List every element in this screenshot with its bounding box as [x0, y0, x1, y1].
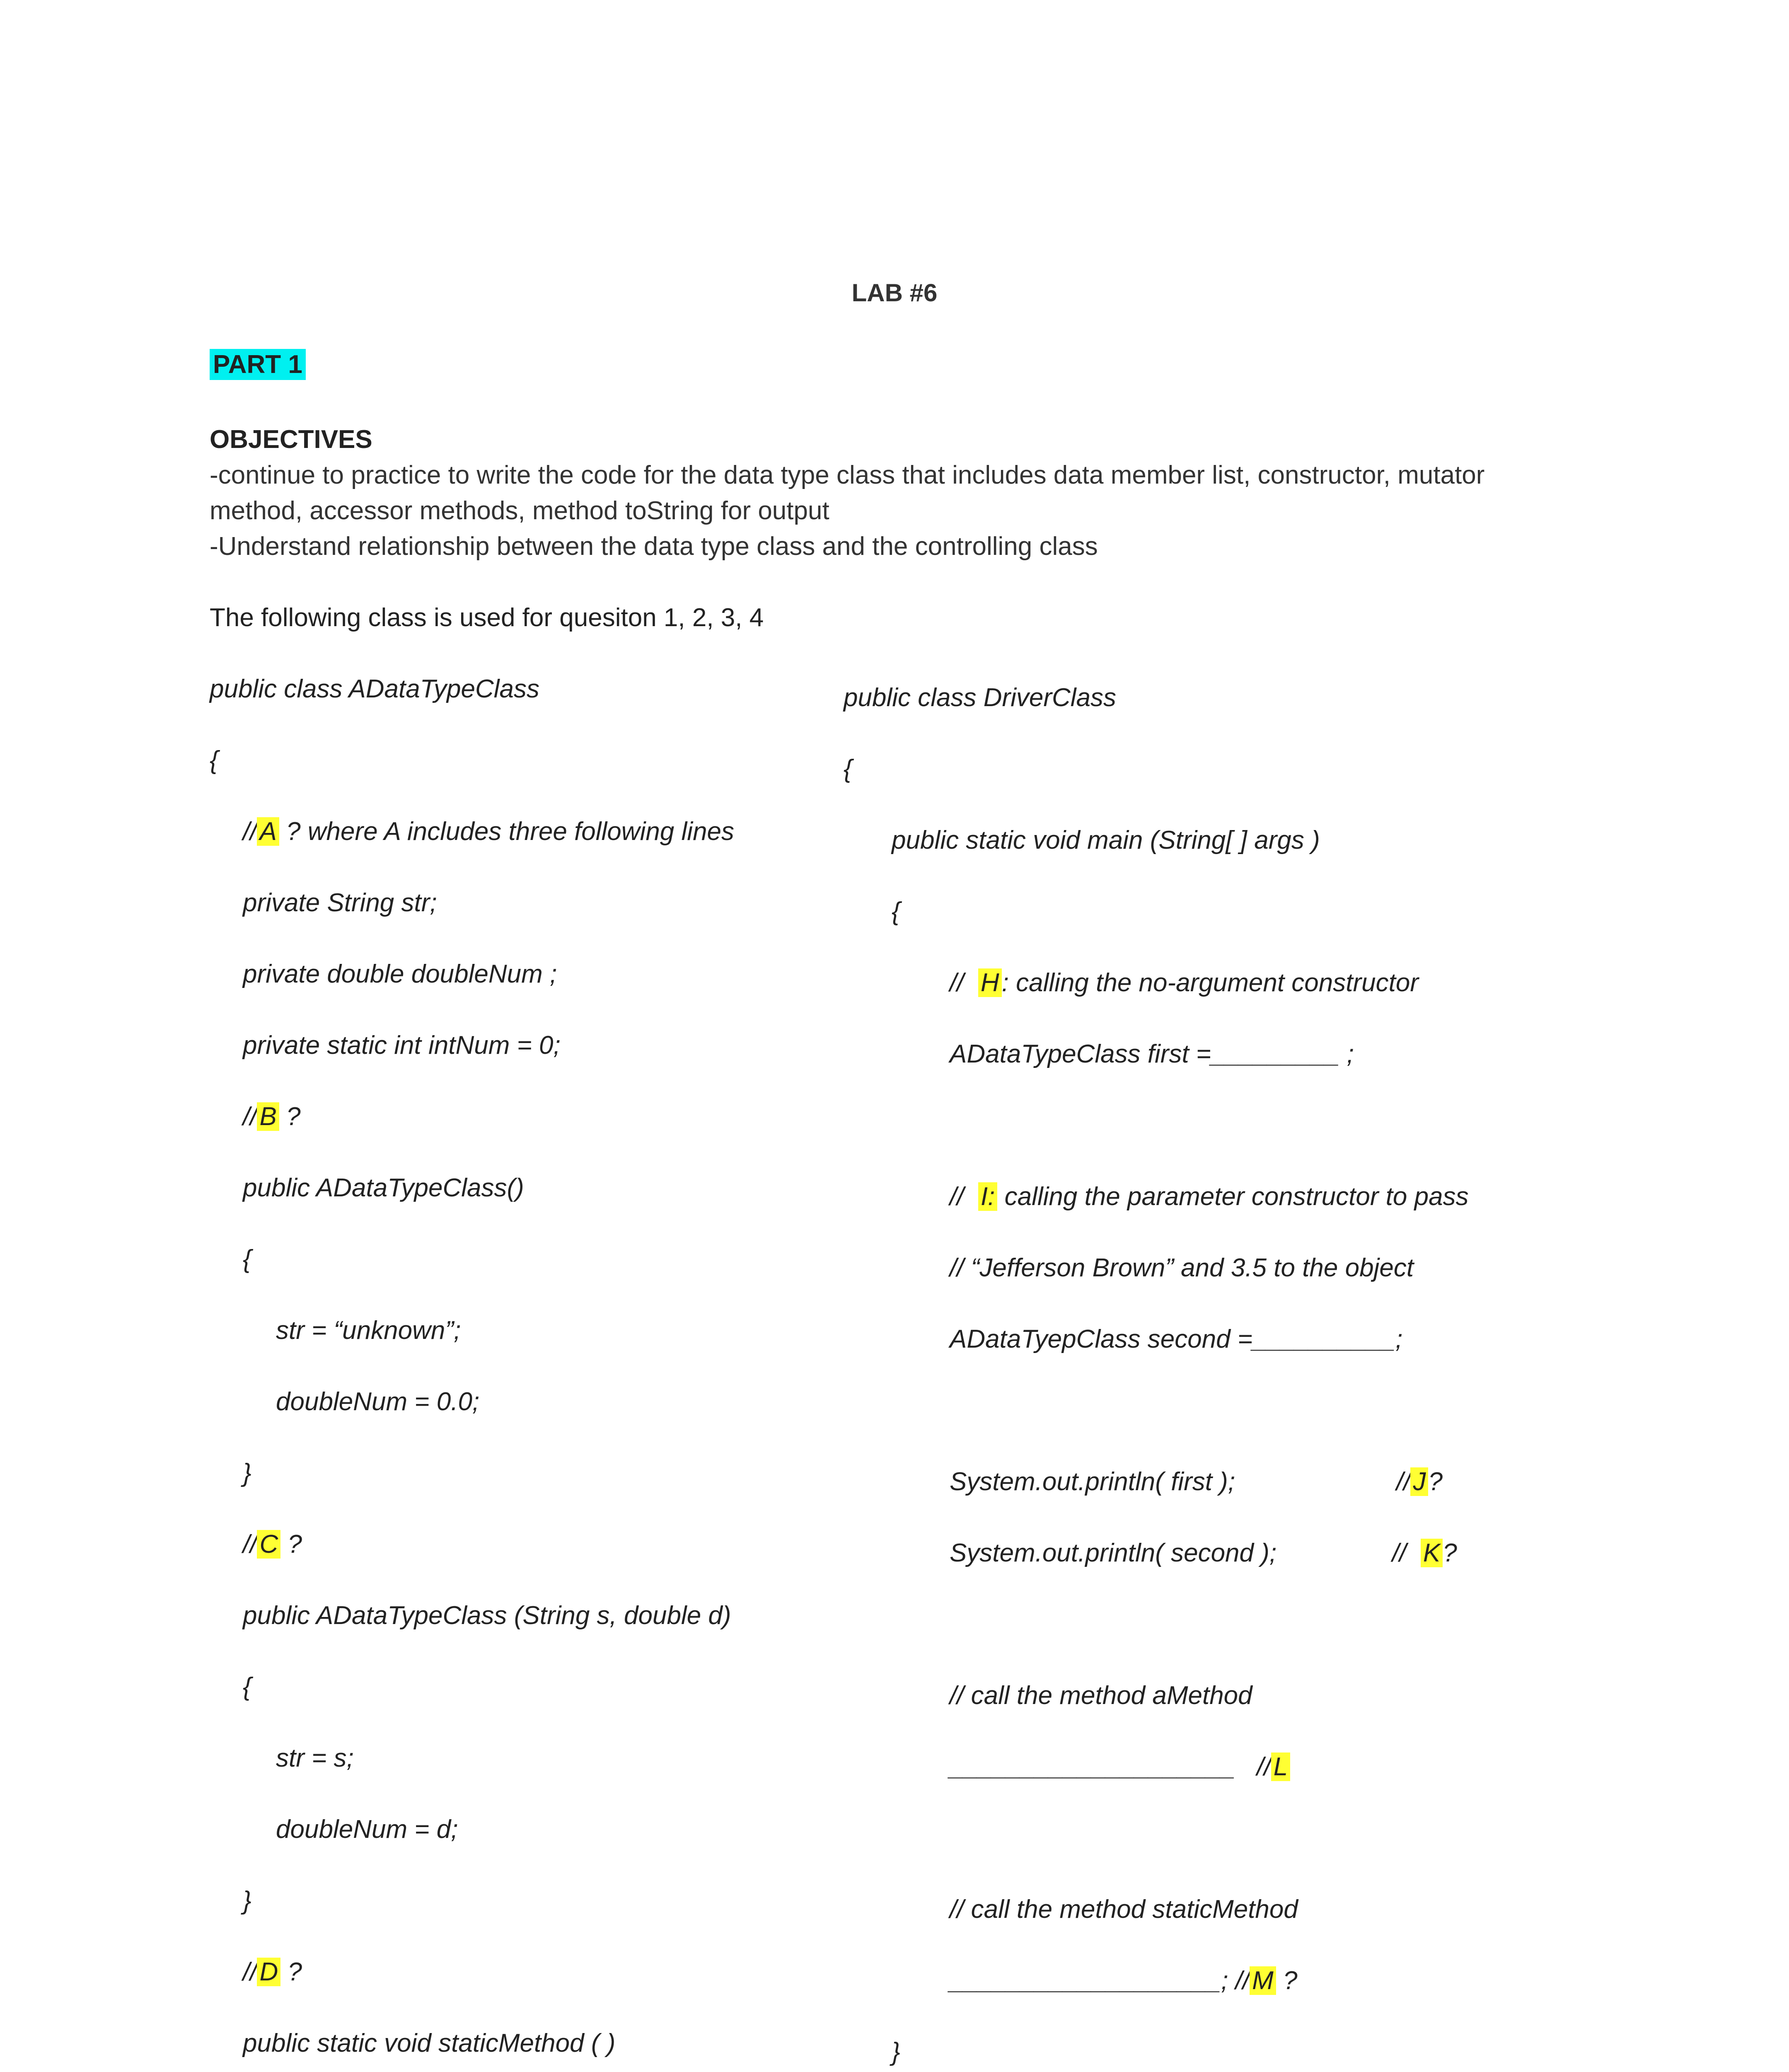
code-line: public class ADataTypeClass	[210, 675, 539, 703]
objectives-line-1: -continue to practice to write the code for the data type class that includes data member list, constructor, mutator	[210, 461, 1485, 489]
code-line	[844, 1393, 1469, 1428]
code-line: // H: calling the no-argument constructor	[950, 968, 1419, 997]
blank-marker-l: L	[1271, 1752, 1290, 1781]
code-line	[844, 1607, 1469, 1642]
code-line: private String str;	[243, 888, 437, 917]
code-line: //B ?	[243, 1102, 301, 1131]
blank-marker-h: H	[978, 968, 1002, 997]
code-line: //C ?	[243, 1530, 302, 1559]
code-line: System.out.println( first ); //J?	[950, 1467, 1443, 1496]
code-line: public ADataTypeClass()	[243, 1174, 524, 1202]
code-line: // I: calling the parameter constructor to pass	[950, 1182, 1469, 1211]
objectives-line-3: -Understand relationship between the data type class and the controlling class	[210, 532, 1098, 561]
code-line: // call the method aMethod	[950, 1681, 1252, 1710]
objectives-heading: OBJECTIVES	[210, 425, 372, 454]
objectives-section	[210, 422, 1602, 564]
code-line: {	[892, 897, 900, 926]
code-line: }	[243, 1459, 251, 1487]
code-line: public static void staticMethod ( )	[243, 2029, 616, 2057]
code-line: {	[210, 746, 218, 775]
code-line: private double doubleNum ;	[243, 960, 557, 988]
code-line: ___________________; //M ?	[950, 1966, 1298, 1995]
code-line: str = “unknown”;	[276, 1316, 461, 1345]
code-line: str = s;	[276, 1744, 354, 1772]
code-line: //A ? where A includes three following lines	[243, 817, 735, 846]
code-line: }	[243, 1886, 251, 1915]
code-line: {	[243, 1673, 251, 1701]
code-line	[844, 1820, 1469, 1856]
blank-marker-b: B	[257, 1102, 279, 1131]
code-line: ____________________ //L	[844, 1749, 1469, 1785]
code-line: {	[243, 1245, 251, 1273]
code-line: doubleNum = 0.0;	[276, 1387, 480, 1416]
code-line: private static int intNum = 0;	[243, 1031, 561, 1060]
page-title: LAB #6	[851, 279, 938, 307]
code-line: //D ?	[243, 1958, 302, 1986]
code-line: public class DriverClass	[844, 683, 1117, 712]
code-line: doubleNum = d;	[276, 1815, 458, 1844]
blank-marker-c: C	[257, 1530, 280, 1559]
blank-marker-d: D	[257, 1958, 280, 1986]
code-line: ADataTypeClass first =_________ ;	[950, 1040, 1354, 1068]
objectives-line-2: method, accessor methods, method toString for output	[210, 496, 829, 525]
blank-marker-i: I:	[978, 1182, 997, 1211]
code-line: ADataTyepClass second =__________;	[950, 1325, 1403, 1353]
blank-marker-a: A	[257, 817, 279, 846]
code-line: {	[844, 755, 852, 783]
code-line: System.out.println( second ); // K?	[950, 1539, 1457, 1567]
driver-class-code	[844, 644, 1469, 2072]
code-line: public ADataTypeClass (String s, double d)	[243, 1601, 731, 1630]
intro-text: The following class is used for quesiton 1, 2, 3, 4	[210, 603, 764, 632]
code-line: // call the method staticMethod	[950, 1895, 1298, 1924]
code-line: // “Jefferson Brown” and 3.5 to the object	[950, 1254, 1414, 1282]
code-line	[844, 1108, 1469, 1143]
blank-marker-k: K	[1421, 1539, 1443, 1567]
code-line: }	[892, 2038, 900, 2066]
code-line: public static void main (String[ ] args )	[892, 826, 1320, 854]
part-label: PART 1	[210, 349, 306, 380]
blank-marker-j: J	[1410, 1467, 1428, 1496]
blank-marker-m: M	[1250, 1966, 1276, 1995]
